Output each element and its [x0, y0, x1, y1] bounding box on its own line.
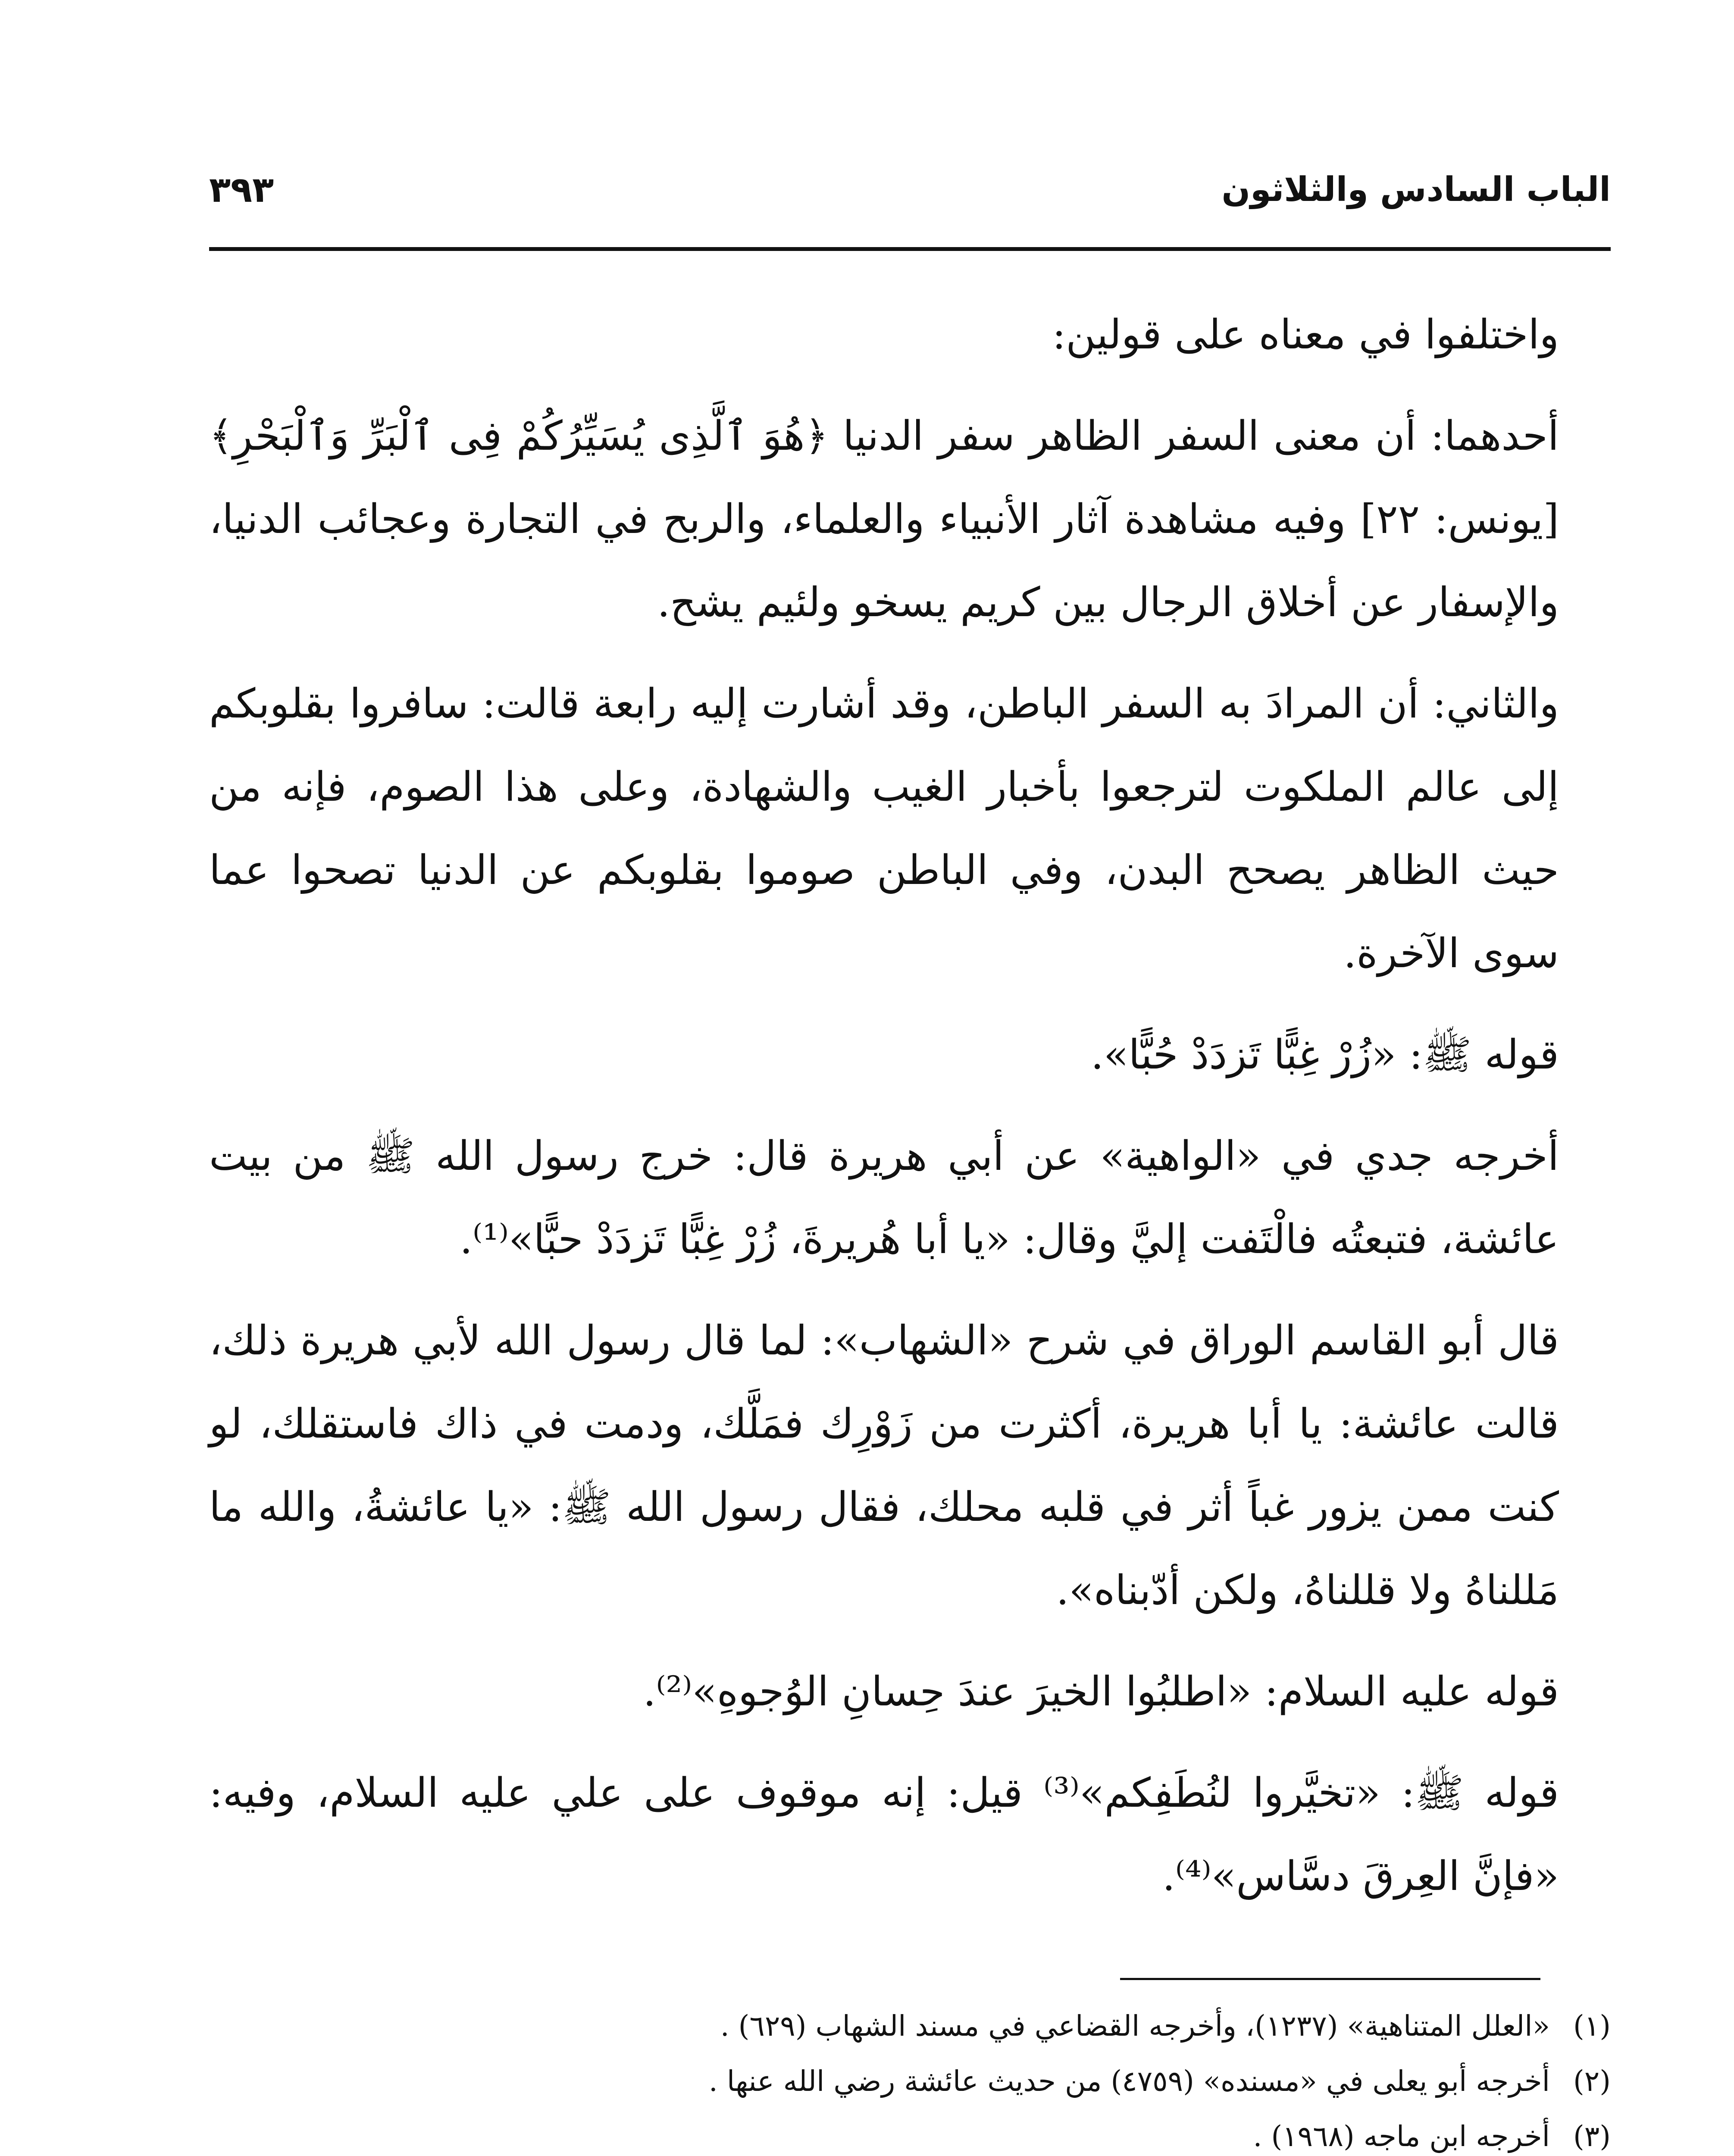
footnote-text: أخرجه ابن ماجه (١٩٦٨) . [1253, 2120, 1550, 2153]
footnote [209, 2056, 1611, 2107]
footnote-number: (٣) [1573, 2120, 1611, 2153]
running-header [209, 164, 1611, 216]
footnote [209, 2111, 1611, 2156]
footnote [209, 2001, 1611, 2052]
footnote-number: (٢) [1573, 2065, 1611, 2098]
footnote-separator [1120, 1978, 1540, 1980]
footnote-text: «العلل المتناهية» (١٢٣٧)، وأخرجه القضاعي في مسند الشهاب (٦٢٩) . [720, 2009, 1550, 2043]
paragraph: أخرجه جدي في «الواهية» عن أبي هريرة قال: خرج رسول الله ﷺ من بيت عائشة، فتبعتُه فالْتَفت إليَّ وقال: «يا أبا هُريرةَ، زُرْ غِبًّا تَزدَدْ حبًّا»⁽¹⁾. [209, 1133, 1559, 1263]
paragraph: قوله عليه السلام: «اطلبُوا الخيرَ عندَ حِسانِ الوُجوهِ»⁽²⁾. [643, 1668, 1559, 1715]
footnote-number: (١) [1573, 2009, 1611, 2043]
header-rule [209, 247, 1611, 251]
footnote-text: أخرجه أبو يعلى في «مسنده» (٤٧٥٩) من حديث عائشة رضي الله عنها . [708, 2065, 1550, 2098]
paragraph: والثاني: أن المرادَ به السفر الباطن، وقد أشارت إليه رابعة قالت: سافروا بقلوبكم إلى عالم الملكوت لترجعوا بأخبار الغيب والشهادة، وعلى هذا الصوم، فإنه من حيث الظاهر يصحح البدن، وفي الباطن صوموا بقلوبكم عن الدنيا تصحوا عما سوى الآخرة. [209, 680, 1559, 977]
paragraph: قال أبو القاسم الوراق في شرح «الشهاب»: لما قال رسول الله لأبي هريرة ذلك، قالت عائشة: يا أبا هريرة، أكثرت من زَوْرِك فمَلَّك، ودمت في ذاك فاستقلك، لو كنت ممن يزور غباً أثر في قلبه محلك، فقال رسول الله ﷺ: «يا عائشةُ، والله ما مَللناهُ ولا قللناهُ، ولكن أدّبناه». [209, 1317, 1559, 1614]
main-text [209, 293, 1611, 1936]
paragraph: قوله ﷺ: «زُرْ غِبًّا تَزدَدْ حُبًّا». [1091, 1031, 1559, 1078]
page-number: ٣٩٣ [209, 169, 274, 210]
paragraph: واختلفوا في معناه على قولين: [1052, 311, 1559, 358]
footnotes [209, 2001, 1611, 2156]
paragraph: أحدهما: أن معنى السفر الظاهر سفر الدنيا ﴿هُوَ ٱلَّذِى يُسَيِّرُكُمْ فِى ٱلْبَرِّ وَٱلْبَحْرِ﴾ [يونس: ٢٢] وفيه مشاهدة آثار الأنبياء والعلماء، والربح في التجارة وعجائب الدنيا، والإسفار عن أخلاق الرجال بين كريم يسخو ولئيم يشح. [209, 413, 1559, 626]
chapter-title: الباب السادس والثلاثون [1221, 170, 1611, 209]
paragraph: قوله ﷺ: «تخيَّروا لنُطَفِكم»⁽³⁾ قيل: إنه موقوف على علي عليه السلام، وفيه: «فإنَّ العِرقَ دسَّاس»⁽⁴⁾. [209, 1770, 1559, 1900]
